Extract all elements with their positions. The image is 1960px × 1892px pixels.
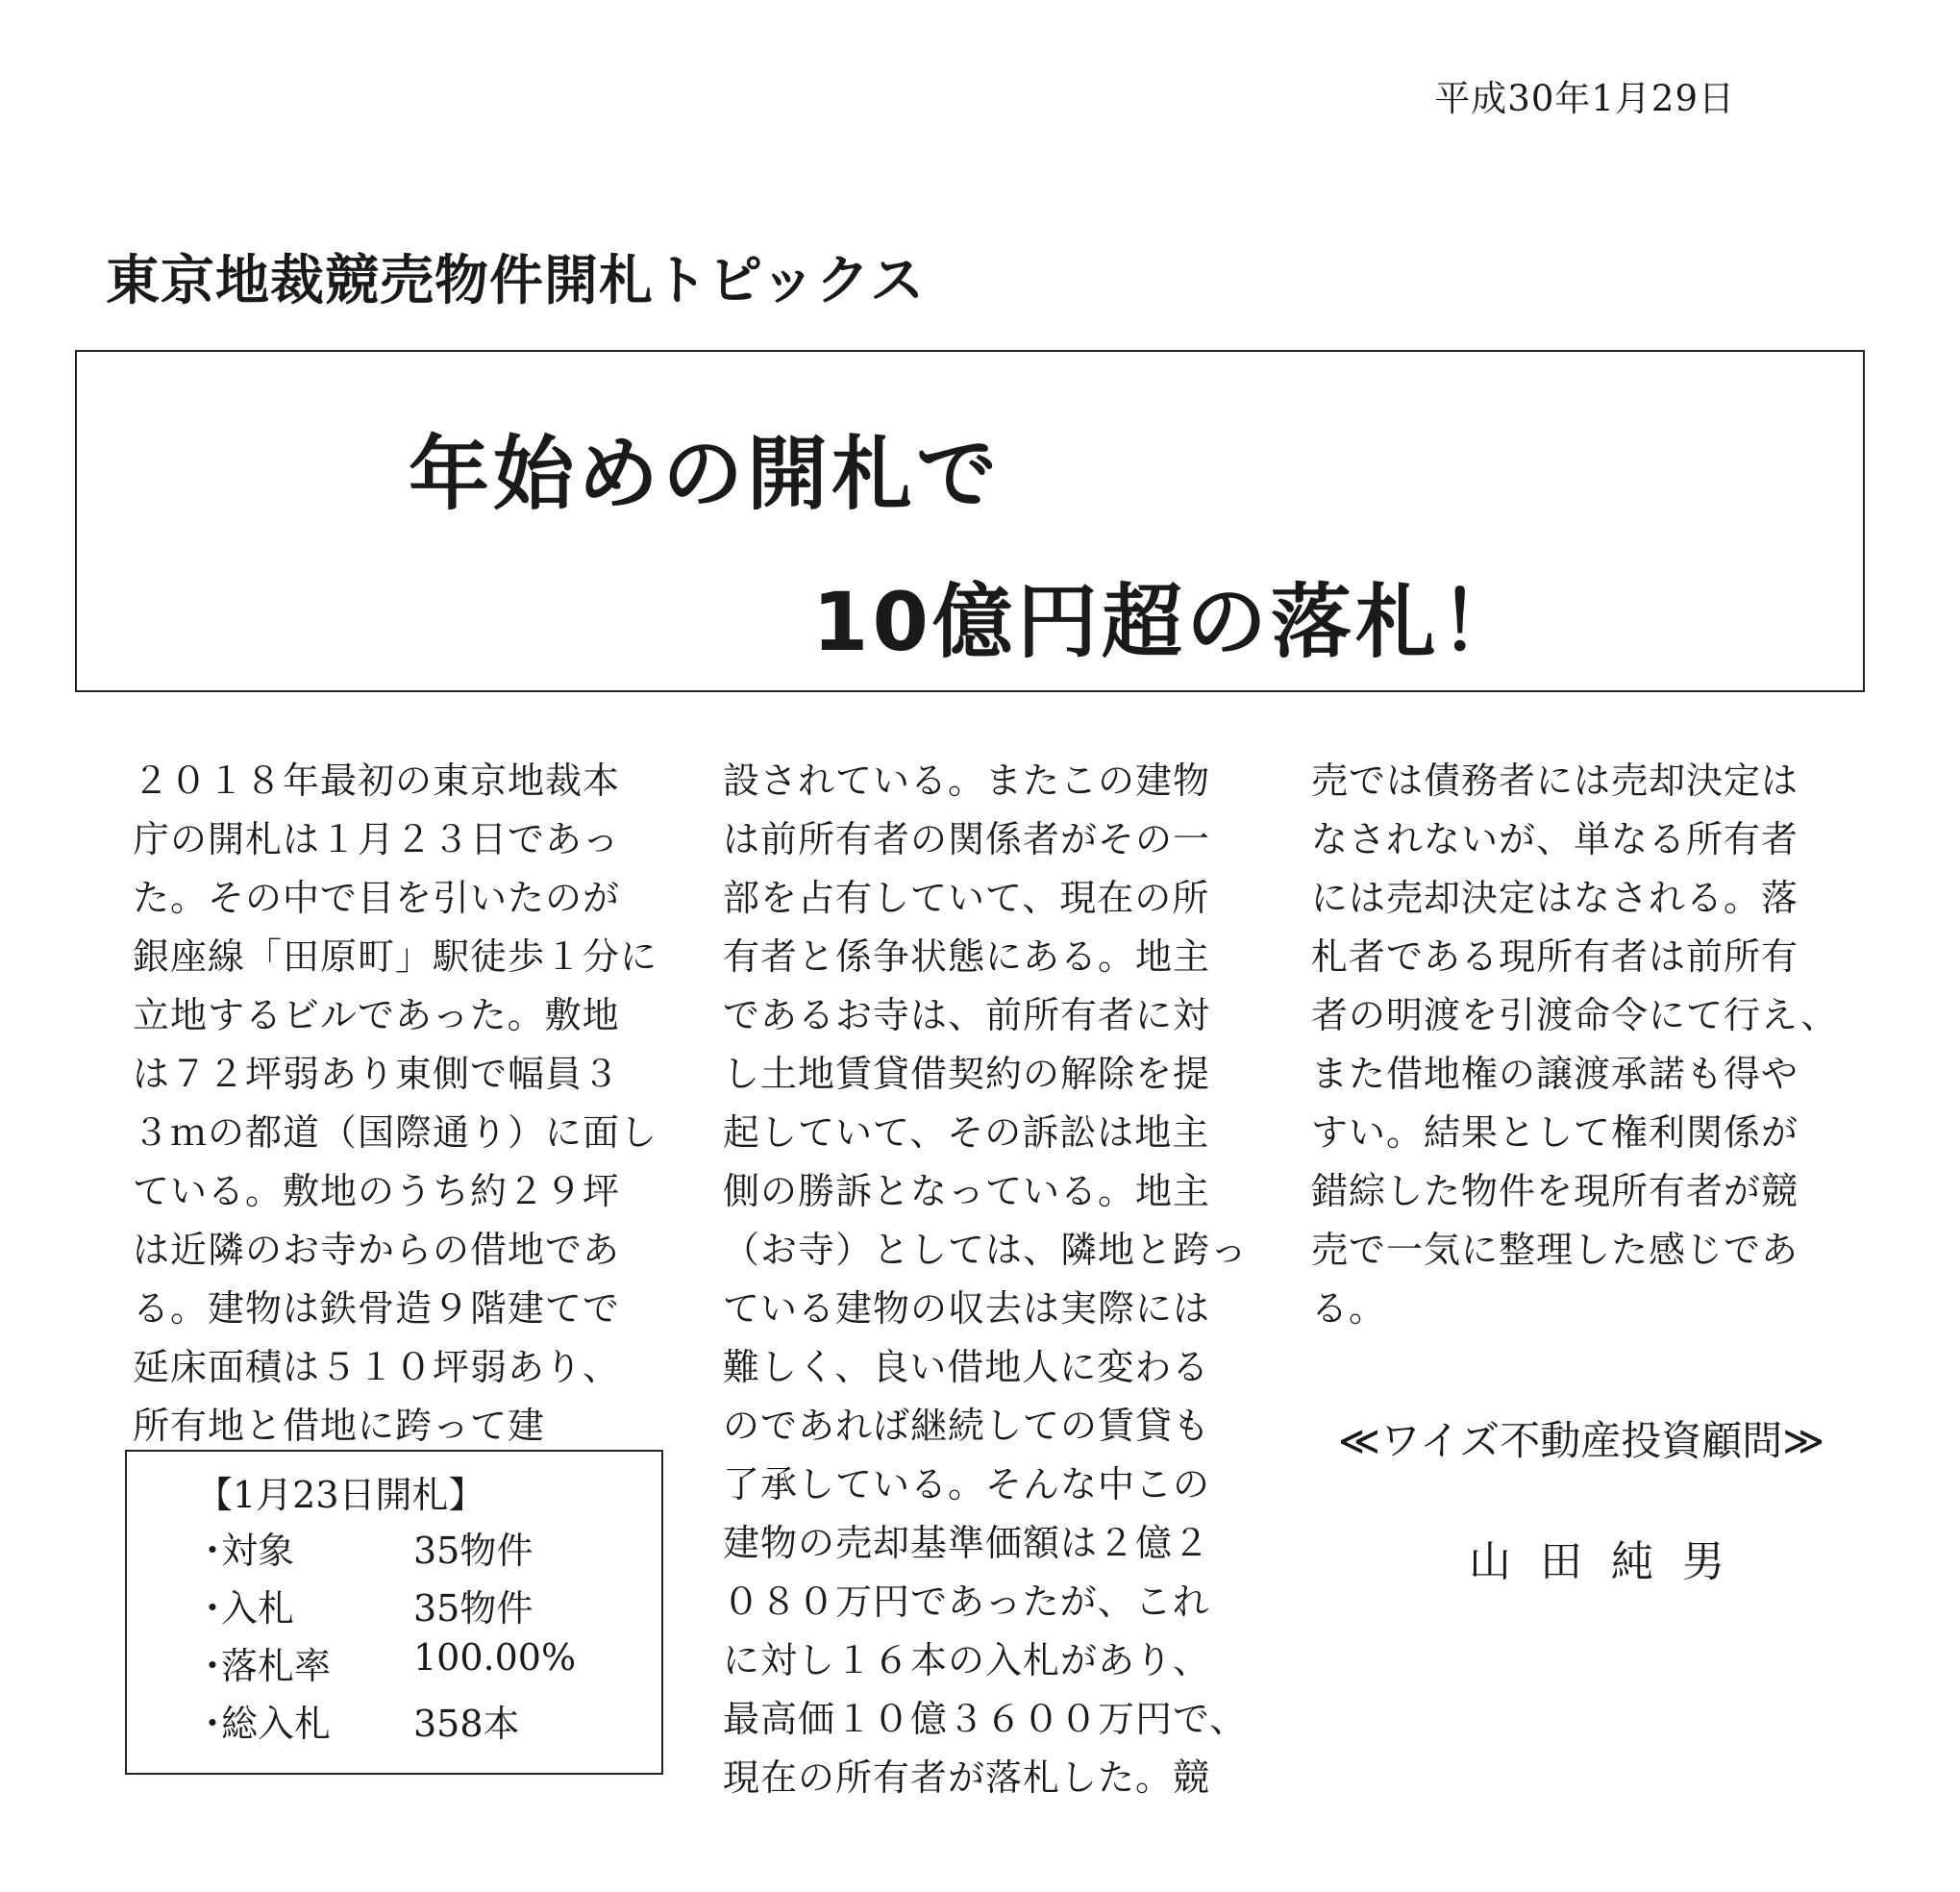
- body-column-right: [1311, 752, 1838, 1338]
- body-line: 難しく、良い借地人に変わる: [723, 1346, 1210, 1388]
- summary-label: 入札: [221, 1587, 295, 1630]
- author-name: 山田純男: [1469, 1537, 1753, 1586]
- body-line: し土地賃貸借契約の解除を提: [723, 1053, 1211, 1095]
- body-line: また借地権の譲渡承諾も得や: [1311, 1053, 1799, 1095]
- body-line: 延床面積は５１０坪弱あり、: [133, 1346, 621, 1388]
- body-line: 売では債務者には売却決定は: [1311, 759, 1799, 802]
- headline-line-1: 年始めの開札で: [409, 427, 1002, 521]
- headline-line-2: 10億円超の落札！: [812, 575, 1525, 669]
- body-line: ０８０万円であったが、これ: [723, 1581, 1210, 1623]
- summary-row: [194, 1636, 646, 1690]
- body-line: 設されている。またこの建物: [723, 759, 1211, 802]
- body-line: すい。結果として権利関係が: [1311, 1111, 1799, 1154]
- body-line: 最高価１０億３６００万円で、: [723, 1698, 1248, 1740]
- section-title: 東京地裁競売物件開札トピックス: [106, 250, 926, 312]
- summary-value: 35物件: [413, 1530, 533, 1572]
- body-line: 部を占有していて、現在の所: [723, 877, 1210, 919]
- body-line: であるお寺は、前所有者に対: [723, 994, 1211, 1036]
- body-line: （お寺）としては、隣地と跨っ: [723, 1229, 1249, 1271]
- organization-name: ≪ワイズ不動産投資顧問≫: [1338, 1417, 1825, 1464]
- body-line: 立地するビルであった。敷地: [133, 994, 620, 1036]
- body-line: は前所有者の関係者がその一: [723, 818, 1211, 860]
- bullet: ・: [194, 1645, 232, 1687]
- body-line: 庁の開札は１月２３日であっ: [133, 818, 620, 860]
- summary-row: [194, 1694, 646, 1748]
- bullet: ・: [194, 1530, 232, 1572]
- body-line: 銀座線「田原町」駅徒歩１分に: [133, 935, 658, 978]
- body-line: は７２坪弱あり東側で幅員３: [133, 1053, 621, 1095]
- auction-summary-title: 【1月23日開札】: [196, 1474, 485, 1516]
- body-line: は近隣のお寺からの借地であ: [133, 1229, 621, 1271]
- body-line: 札者である現所有者は前所有: [1311, 935, 1799, 978]
- summary-label: 落札率: [221, 1645, 332, 1687]
- body-line: ２０１８年最初の東京地裁本: [133, 759, 621, 802]
- body-line: 側の勝訴となっている。地主: [723, 1170, 1211, 1212]
- body-line: ている。敷地のうち約２９坪: [133, 1170, 621, 1212]
- body-line: 売で一気に整理した感じであ: [1311, 1229, 1799, 1271]
- summary-value: 358本: [413, 1703, 520, 1745]
- body-line: 所有地と借地に跨って建: [133, 1405, 546, 1447]
- headline-box: [75, 350, 1865, 692]
- bullet: ・: [194, 1703, 232, 1745]
- body-line: る。建物は鉄骨造９階建てで: [133, 1287, 621, 1330]
- body-line: た。その中で目を引いたのが: [133, 877, 621, 919]
- bullet: ・: [194, 1587, 232, 1630]
- summary-row: [194, 1579, 646, 1632]
- date: 平成30年1月29日: [1434, 78, 1735, 119]
- body-column-middle: [723, 752, 1248, 1807]
- body-line: 起していて、その訴訟は地主: [723, 1111, 1210, 1154]
- summary-value: 35物件: [413, 1587, 533, 1630]
- summary-label: 総入札: [221, 1703, 332, 1745]
- body-line: 現在の所有者が落札した。競: [723, 1756, 1211, 1799]
- body-line: る。: [1311, 1287, 1387, 1330]
- body-line: 者の明渡を引渡命令にて行え、: [1311, 994, 1839, 1036]
- summary-row: [194, 1521, 646, 1575]
- body-line: には売却決定はなされる。落: [1311, 877, 1799, 919]
- body-line: 了承している。そんな中この: [723, 1463, 1211, 1506]
- body-line: ３ｍの都道（国際通り）に面し: [133, 1111, 658, 1154]
- body-line: 錯綜した物件を現所有者が競: [1311, 1170, 1799, 1212]
- auction-summary-box: [125, 1450, 663, 1775]
- body-line: 有者と係争状態にある。地主: [723, 935, 1211, 978]
- body-line: ている建物の収去は実際には: [723, 1287, 1211, 1330]
- body-line: のであれば継続しての賃貸も: [723, 1405, 1211, 1447]
- body-line: なされないが、単なる所有者: [1311, 818, 1799, 860]
- body-line: 建物の売却基準価額は２億２: [723, 1522, 1211, 1564]
- summary-label: 対象: [221, 1530, 295, 1572]
- body-line: に対し１６本の入札があり、: [723, 1639, 1211, 1681]
- body-column-left: [133, 752, 657, 1456]
- summary-value: 100.00%: [413, 1636, 577, 1679]
